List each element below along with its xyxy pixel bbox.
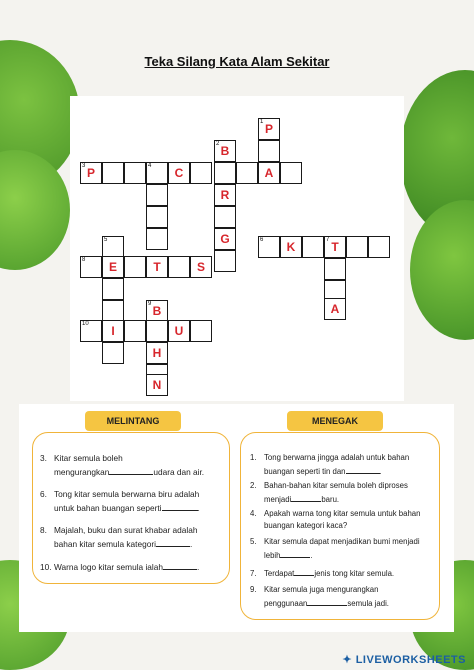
clue-number: 8 — [82, 257, 86, 263]
clue-text: . — [197, 503, 200, 513]
crossword-cell[interactable] — [368, 236, 390, 258]
crossword-cell[interactable] — [146, 342, 168, 364]
clue-number: 4 — [148, 163, 152, 169]
cell-letter: B — [220, 144, 230, 158]
crossword-cell[interactable] — [80, 320, 102, 342]
cell-letter: A — [264, 166, 274, 180]
crossword-cell[interactable] — [146, 300, 168, 322]
liveworksheets-logo — [342, 653, 466, 666]
answer-blank[interactable] — [156, 537, 193, 549]
clue-number: 5. — [250, 537, 257, 546]
clue-number: 2. — [250, 481, 257, 490]
clue-down-9 — [250, 584, 438, 610]
clue-across-8 — [40, 524, 226, 551]
clue-text: . — [310, 551, 313, 560]
clue-text: lebih — [264, 551, 281, 560]
clue-down-5 — [250, 536, 438, 562]
crossword-cell[interactable] — [214, 206, 236, 228]
clue-text: bahan kitar semula kategori — [54, 539, 156, 549]
answer-blank[interactable] — [163, 560, 200, 572]
crossword-cell[interactable] — [102, 162, 124, 184]
clue-down-7 — [250, 566, 438, 580]
clue-number: 7 — [326, 237, 330, 243]
clue-number: 4. — [250, 509, 257, 518]
page-title: Teka Silang Kata Alam Sekitar — [144, 54, 330, 69]
crossword-cell[interactable] — [324, 298, 346, 320]
crossword-cell[interactable] — [102, 256, 124, 278]
crossword-cell[interactable] — [124, 256, 146, 278]
logo-icon: ✦ — [342, 654, 356, 666]
clue-number: 7. — [250, 569, 257, 578]
answer-blank[interactable] — [346, 464, 380, 474]
answer-blank[interactable] — [280, 548, 313, 560]
cell-letter: U — [174, 324, 184, 338]
clue-number: 8. — [40, 525, 47, 535]
clue-text: semula jadi. — [347, 599, 389, 608]
clue-number: 10. — [40, 562, 52, 572]
cell-letter: C — [174, 166, 184, 180]
clue-text: Bahan-bahan kitar semula boleh diproses — [264, 481, 408, 490]
clue-across-6 — [40, 488, 226, 515]
clue-down-1 — [250, 452, 438, 478]
cell-letter: T — [331, 240, 339, 254]
cell-letter: B — [152, 304, 162, 318]
clue-number: 3 — [82, 163, 86, 169]
clue-text: baru. — [321, 495, 340, 504]
clue-text: menjadi — [264, 495, 292, 504]
clue-text: . — [197, 562, 200, 572]
crossword-cell[interactable] — [324, 258, 346, 280]
crossword-cell[interactable] — [214, 140, 236, 162]
answer-blank[interactable] — [109, 465, 153, 475]
cell-letter: H — [152, 346, 162, 360]
clue-text: untuk bahan buangan seperti — [54, 503, 162, 513]
clue-text: jenis tong kitar semula. — [314, 569, 395, 578]
crossword-cell[interactable] — [146, 228, 168, 250]
cell-letter: G — [220, 232, 230, 246]
clue-number: 2 — [216, 141, 220, 147]
crossword-cell[interactable] — [258, 140, 280, 162]
clue-text: mengurangkan — [54, 467, 110, 477]
cell-letter: K — [286, 240, 296, 254]
crossword-cell[interactable] — [280, 236, 302, 258]
crossword-cell[interactable] — [346, 236, 368, 258]
crossword-cell[interactable] — [168, 162, 190, 184]
crossword-cell[interactable] — [214, 184, 236, 206]
clue-text: . — [189, 539, 193, 549]
crossword-cell[interactable] — [146, 206, 168, 228]
melintang-header: MELINTANG — [85, 411, 181, 431]
logo-text: LIVEWORKSHEETS — [355, 654, 466, 666]
cell-letter: A — [330, 302, 340, 316]
cell-letter: I — [111, 324, 115, 338]
crossword-cell[interactable] — [190, 320, 212, 342]
crossword-cell[interactable] — [102, 278, 124, 300]
clue-number: 6 — [260, 237, 264, 243]
clue-number: 1 — [260, 119, 264, 125]
crossword-cell[interactable] — [146, 320, 168, 342]
crossword-cell[interactable] — [324, 236, 346, 258]
clue-number: 10 — [82, 321, 89, 327]
clue-text: Kitar semula dapat menjadikan bumi menjadi — [264, 537, 420, 546]
crossword-cell[interactable] — [214, 162, 236, 184]
crossword-cell[interactable] — [168, 320, 190, 342]
crossword-cell[interactable] — [102, 320, 124, 342]
crossword-cell[interactable] — [146, 162, 168, 184]
crossword-cell[interactable] — [302, 236, 324, 258]
crossword-cell[interactable] — [214, 250, 236, 272]
crossword-cell[interactable] — [102, 300, 124, 322]
crossword-cell[interactable] — [80, 162, 102, 184]
crossword-cell[interactable] — [102, 342, 124, 364]
answer-blank[interactable] — [162, 501, 198, 511]
tree-right-leaves — [410, 200, 474, 340]
cell-letter: E — [108, 260, 117, 274]
cell-letter: S — [196, 260, 205, 274]
answer-blank[interactable] — [307, 596, 347, 606]
crossword-cell[interactable] — [190, 256, 212, 278]
clue-text: Apakah warna tong kitar semula untuk bahan — [264, 509, 421, 518]
clue-across-3 — [40, 452, 226, 479]
clue-text: Tong kitar semula berwarna biru adalah — [54, 489, 200, 499]
clue-down-4 — [250, 508, 438, 532]
crossword-cell[interactable] — [124, 162, 146, 184]
clue-text: Majalah, buku dan surat khabar adalah — [54, 525, 198, 535]
clue-text: Warna logo kitar semula ialah — [54, 562, 163, 572]
clue-down-2 — [250, 480, 438, 506]
crossword-cell[interactable] — [146, 184, 168, 206]
clue-text: Kitar semula boleh — [54, 453, 123, 463]
crossword-cell[interactable] — [146, 256, 168, 278]
clue-number: 9 — [148, 301, 152, 307]
clue-number: 1. — [250, 453, 257, 462]
cell-letter: P — [264, 122, 273, 136]
crossword-cell[interactable] — [258, 162, 280, 184]
clue-text: Kitar semula juga mengurangkan — [264, 585, 379, 594]
clue-text: udara dan air. — [153, 467, 205, 477]
clue-number: 3. — [40, 453, 47, 463]
clue-number: 6. — [40, 489, 47, 499]
clue-text: penggunaan — [264, 599, 308, 608]
cell-letter: R — [220, 188, 230, 202]
cell-letter: T — [153, 260, 161, 274]
crossword-cell[interactable] — [168, 256, 190, 278]
crossword-cell[interactable] — [236, 162, 258, 184]
clue-across-10 — [40, 560, 226, 574]
clue-text: buangan kategori kaca? — [264, 521, 348, 530]
cell-letter: P — [86, 166, 95, 180]
crossword-cell[interactable] — [124, 320, 146, 342]
clue-text: . — [379, 467, 382, 476]
menegak-header: MENEGAK — [287, 411, 383, 431]
crossword-cell[interactable] — [258, 236, 280, 258]
crossword-cell[interactable] — [102, 236, 124, 258]
answer-blank[interactable] — [294, 566, 314, 576]
crossword-cell[interactable] — [80, 256, 102, 278]
answer-blank[interactable] — [291, 492, 321, 502]
crossword-cell[interactable] — [280, 162, 302, 184]
clue-text: buangan seperti tin dan — [264, 467, 346, 476]
clue-text: Terdapat — [264, 569, 295, 578]
clue-text: Tong berwarna jingga adalah untuk bahan — [264, 453, 410, 462]
crossword-cell[interactable] — [214, 228, 236, 250]
crossword-cell[interactable] — [258, 118, 280, 140]
clue-number: 9. — [250, 585, 257, 594]
crossword-cell[interactable] — [190, 162, 212, 184]
crossword-cell[interactable] — [146, 374, 168, 396]
clue-number: 5 — [104, 237, 108, 243]
cell-letter: N — [152, 378, 162, 392]
